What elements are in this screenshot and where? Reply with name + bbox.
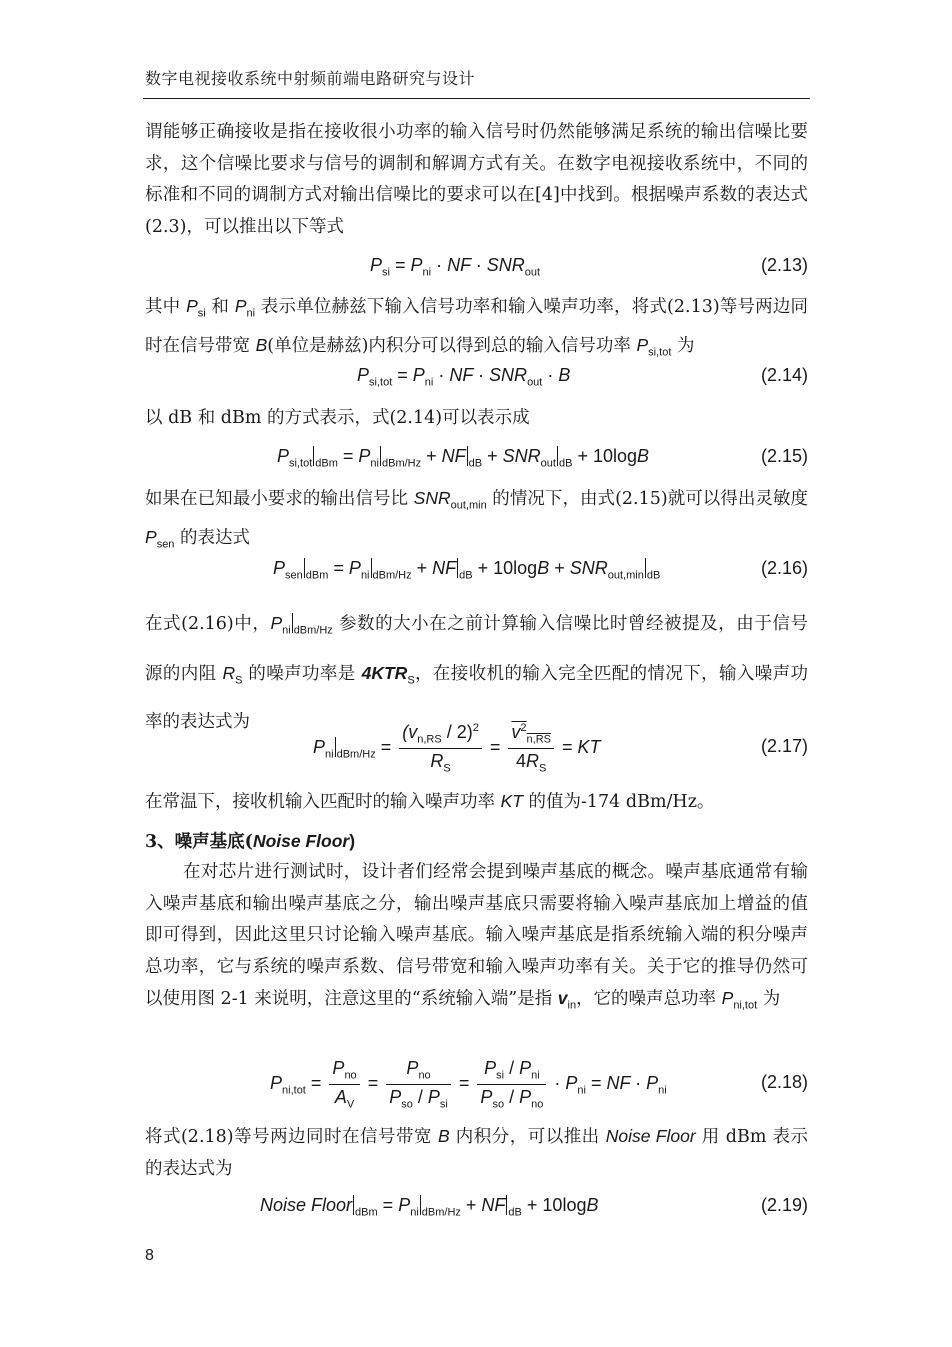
equation-2-17-body: $P_{ni}$ $_{dBm/Hz}$ = $\frac{(v_{n,RS} / 2)^2}{R_S}$ = $\frac{v^2_{n,RS}}{4R_S}$ = KT [313, 722, 601, 775]
equation-2-15-number: (2.15) [760, 446, 808, 466]
equation-2-14 [145, 365, 808, 405]
paragraph-8: 将式(2.18)等号两边同时在信号带宽 B 内积分，可以推出 Noise Floor 用 dBm 表示的表达式为 [145, 1126, 808, 1179]
header-rule [143, 98, 810, 99]
page-number: 8 [145, 1247, 154, 1264]
equation-2-15-body: $P_{si,tot}$ $_{dBm} = P_{ni}$ $_{dBm/Hz}$ + NF $_{dB} + SNR_{out}$ $_{dB}$ + 10logB [277, 446, 650, 470]
paragraph-7: 在对芯片进行测试时，设计者们经常会提到噪声基底的概念。噪声基底通常有输入噪声基底和输出噪声基底之分，输出噪声基底只需要将输入噪声基底加上增益的值即可得到，因此这里只讨论输入噪声基底。输入噪声基底是指系统输入端的积分噪声总功率，它与系统的噪声系数、信号带宽和输入噪声功率有关。关于它的推导仍然可以使用图 2-1 来说明，注意这里的“系统输入端”是指 $v_{in}$，它的噪声总功率 $P_{ni,tot}$ 为 [145, 862, 808, 1012]
equation-2-17-number: (2.17) [760, 736, 808, 756]
equation-2-18-body: $P_{ni,tot}$ = $\frac{P_{no}}{A_V}$ = $\frac{P_{no}}{P_{so} / P_{si}}$ = $\frac{P_{si} / P_{ni}}{P_{so} / P_{no}}$ · $P_{ni}$ = NF · $P_{ni}$ [270, 1058, 667, 1111]
running-header: 数字电视接收系统中射频前端电路研究与设计 [145, 69, 476, 88]
paragraph-6: 在常温下，接收机输入匹配时的输入噪声功率 KT 的值为-174 dBm/Hz。 [145, 791, 715, 812]
paragraph-3: 以 dB 和 dBm 的方式表示，式(2.14)可以表示成 [145, 408, 530, 428]
equation-2-15 [145, 446, 808, 486]
section-heading-noise-floor: 3、噪声基底(Noise Floor) [145, 831, 356, 852]
equation-2-19 [145, 1195, 808, 1235]
equation-2-14-body: $P_{si,tot} = P_{ni}$ · NF · $SNR_{out} \cdot B$ [357, 365, 571, 389]
equation-2-13-number: (2.13) [760, 255, 808, 275]
paragraph-1: 谓能够正确接收是指在接收很小功率的输入信号时仍然能够满足系统的输出信噪比要求，这个信噪比要求与信号的调制和解调方式有关。在数字电视接收系统中，不同的标准和不同的调制方式对输出信噪比的要求可以在[4]中找到。根据噪声系数的表达式(2.3)，可以推出以下等式 [145, 122, 808, 237]
paragraph-5: 在式(2.16)中，$P_{ni}$ $_{dBm/Hz}$ 参数的大小在之前计算输入信噪比时曾经被提及，由于信号源的内阻 $R_S$ 的噪声功率是 $4KTR_S$，在接收机的输入完全匹配的情况下，输入噪声功率的表达式为 [145, 613, 809, 732]
equation-2-13 [145, 255, 808, 295]
equation-2-19-number: (2.19) [760, 1195, 808, 1215]
paragraph-2: 其中 $P_{si}$ 和 $P_{ni}$ 表示单位赫兹下输入信号功率和输入噪声功率，将式(2.13)等号两边同时在信号带宽 B(单位是赫兹)内积分可以得到总的输入信号功率 $P_{si,tot}$ 为 [145, 296, 808, 359]
equation-2-16 [145, 558, 808, 598]
equation-2-14-number: (2.14) [760, 365, 808, 385]
equation-2-18 [145, 1058, 808, 1118]
equation-2-16-number: (2.16) [760, 558, 808, 578]
equation-2-18-number: (2.18) [760, 1072, 808, 1092]
paragraph-4: 如果在已知最小要求的输出信号比 $SNR_{out,min}$ 的情况下，由式(2.15)就可以得出灵敏度 $P_{sen}$ 的表达式 [145, 488, 808, 551]
equation-2-19-body: Noise Floor $_{dBm} = P_{ni}$ $_{dBm/Hz}$ + NF $_{dB}$ + 10logB [260, 1195, 599, 1219]
equation-2-13-body: $P_{si} = P_{ni}$ · NF · $SNR_{out}$ [370, 255, 541, 279]
equation-2-16-body: $P_{sen}$ $_{dBm} = P_{ni}$ $_{dBm/Hz}$ + NF $_{dB} + 10\log B + SNR_{out,min}$ $_{dB}$ [273, 558, 661, 582]
equation-2-17 [145, 722, 808, 782]
